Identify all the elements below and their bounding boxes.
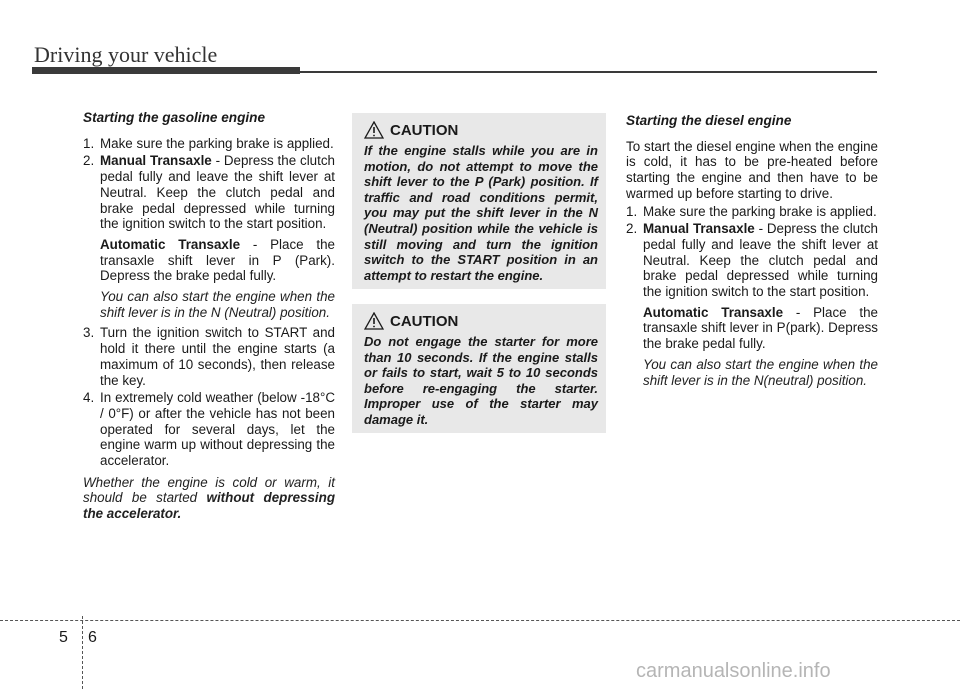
chapter-number: 5 [59,629,68,646]
list-item: 1. Make sure the parking brake is applied. [83,135,334,151]
page-header-title: Driving your vehicle [34,42,218,67]
list-item: 2. Manual Transaxle - Depress the clutch pedal fully and leave the shift lever at Neutral. Keep the clutch pedal and brake pedal depressed while turning the ignition switch to the start position. [83,153,335,232]
neutral-note: You can also start the engine when the shift lever is in the N (Neutral) position. [100,289,335,320]
caution-box-stall [352,113,606,289]
footer-divider [82,616,83,689]
caution-text: If the engine stalls while you are in motion, do not attempt to move the shift lever to the P (Park) position. If traffic and road conditions permit, you may put the shift lever in the N (Neutral) position while the vehicle is still moving and turn the ignition switch to the START position in an attempt to restart the engine. [364,143,598,283]
caution-box-starter [352,304,606,433]
automatic-transaxle-paragraph: Automatic Transaxle - Place the transaxle shift lever in P(park). Depress the brake pedal fully. [643,304,879,352]
list-item: 3. Turn the ignition switch to START and hold it there until the engine starts (a maximum of 10 seconds), then release the key. [83,325,335,388]
manual-transaxle-label: Manual Transaxle [643,221,755,237]
caution-title: CAUTION [390,121,459,139]
gasoline-title: Starting the gasoline engine [83,110,266,125]
list-item: 1. Make sure the parking brake is applied. [626,203,877,219]
list-item: 2. Manual Transaxle - Depress the clutch pedal fully and leave the shift lever at Neutral. Keep the clutch pedal and brake pedal depressed while turning the ignition switch to the start position. [626,221,878,300]
diesel-title: Starting the diesel engine [626,113,792,128]
warning-triangle-icon [364,121,384,139]
footer-rule [0,620,960,621]
diesel-intro: To start the diesel engine when the engine is cold, it has to be pre-heated before starting the engine and then have to be warmed up before starting to drive. [626,138,878,201]
neutral-note: You can also start the engine when the shift lever is in the N(neutral) position. [643,356,878,388]
page-number: 6 [88,629,97,646]
automatic-transaxle-paragraph: Automatic Transaxle - Place the transaxle shift lever in P (Park). Depress the brake pedal fully. [100,236,336,284]
caution-title: CAUTION [390,312,459,330]
list-item: 4. In extremely cold weather (below -18°C / 0°F) or after the vehicle has not been operated for several days, let the engine warm up without depressing the accelerator. [83,390,335,469]
header-rule-thin [300,71,877,73]
watermark: carmanualsonline.info [636,660,831,682]
manual-transaxle-label: Manual Transaxle [100,153,212,169]
diesel-section [626,113,878,388]
header-rule-thick [32,67,300,74]
gasoline-section [83,110,335,522]
closing-note: Whether the engine is cold or warm, it should be started without depressing the accelerator. [83,474,335,522]
caution-text: Do not engage the starter for more than 10 seconds. If the engine stalls or fails to start, wait 5 to 10 seconds before re-engaging the starter. Improper use of the starter may damage it. [364,334,598,427]
warning-triangle-icon [364,312,384,330]
